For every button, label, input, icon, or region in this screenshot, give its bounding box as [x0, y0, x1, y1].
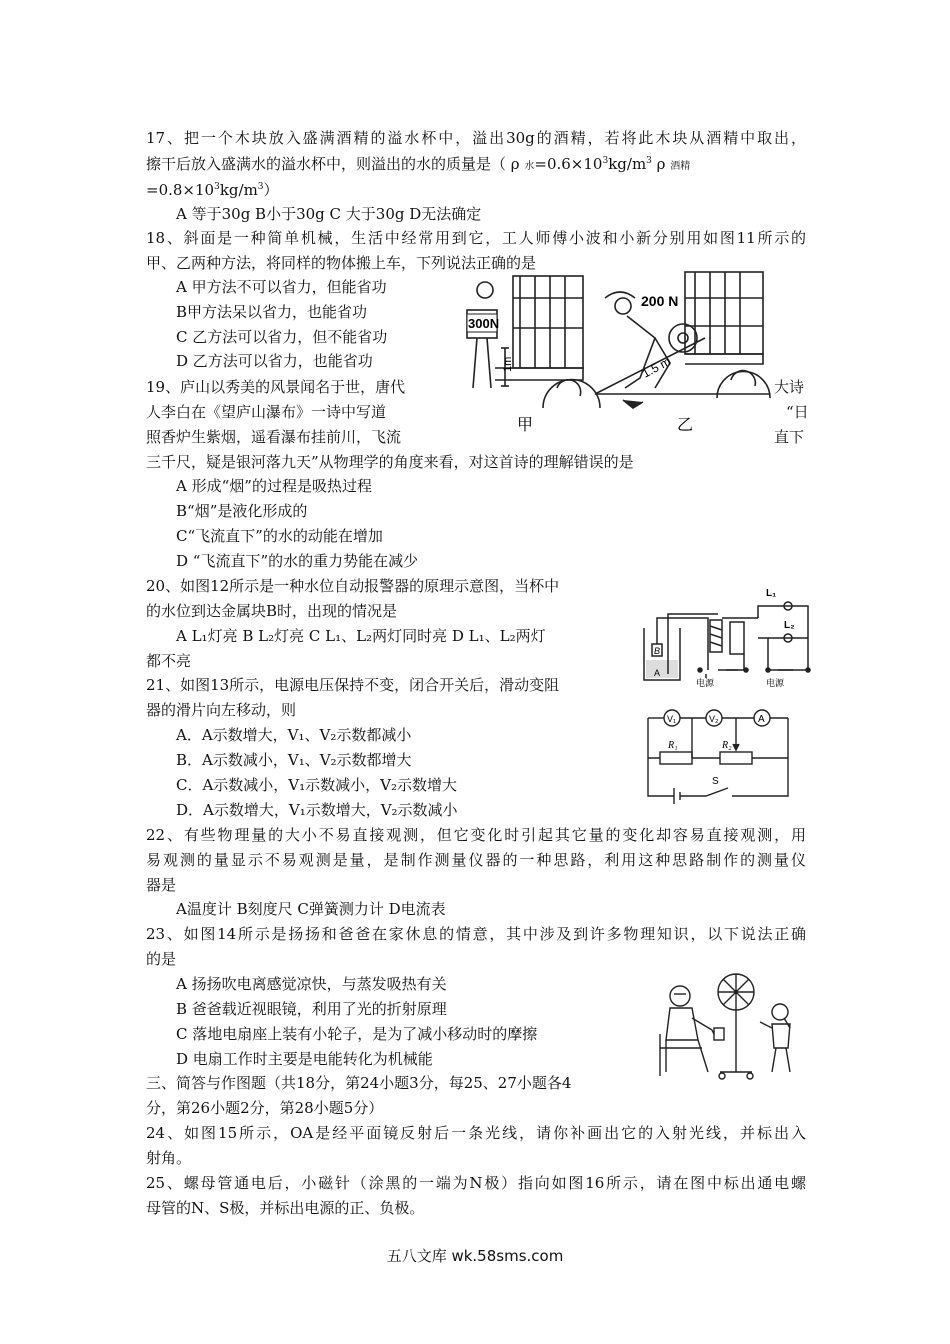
- fig11-load-label: 300N: [468, 316, 500, 331]
- q25-line1: 25、螺母管通电后，小磁针（涂黑的一端为N极）指向如图16所示，请在图中标出通电螺: [146, 1174, 806, 1192]
- fig12-a-label: A: [654, 668, 661, 678]
- q23-option-c: C 落地电扇座上装有小轮子，是为了减小移动时的摩擦: [176, 1025, 538, 1043]
- q22-line1: 22、有些物理量的大小不易直接观测，但它变化时引起其它量的变化却容易直接观测，用: [146, 826, 806, 844]
- q18-option-d: D 乙方法可以省力，也能省功: [176, 352, 373, 370]
- q18-option-b: B甲方法呆以省力，也能省功: [176, 303, 368, 321]
- q17-line2: 擦干后放入盛满水的溢水杯中，则溢出的水的质量是（ ρ 水$=0.6\times 10^3kg/m^3$ ρ 酒精: [146, 155, 691, 173]
- q19-line2a: 人李白在《望庐山瀑布》一诗中写道: [146, 403, 387, 421]
- q21-line1: 21、如图13所示，电源电压保持不变，闭合开关后，滑动变阻: [146, 676, 560, 694]
- q21-option-a: A．A示数增大，V₁、V₂示数都减小: [176, 726, 412, 744]
- figure-14: [652, 968, 808, 1082]
- q18-option-c: C 乙方法可以省力，但不能省功: [176, 328, 388, 346]
- fig11-force-label: 200 N: [641, 293, 679, 309]
- q23-option-a: A 扬扬吹电离感觉凉快，与蒸发吸热有关: [176, 975, 447, 993]
- q19-option-d: D “飞流直下”的水的重力势能在减少: [176, 552, 419, 570]
- figure-12: [638, 578, 816, 688]
- q24-line1: 24、如图15所示，OA是经平面镜反射后一条光线，请你补画出它的入射光线，并标出入: [146, 1124, 806, 1142]
- q18-line1: 18、斜面是一种简单机械，生活中经常用到它，工人师傅小波和小新分别用如图11所示的: [146, 229, 806, 247]
- q19-option-a: A 形成“烟”的过程是吸热过程: [176, 477, 372, 495]
- fig13-s-label: S: [712, 776, 719, 787]
- q17-line1: 17、把一个木块放入盛满酒精的溢水杯中，溢出30g的酒精，若将此木块从酒精中取出，: [146, 129, 806, 147]
- figure-11: [455, 268, 775, 438]
- section3-line2: 分，第26小题2分，第28小题5分）: [146, 1099, 384, 1117]
- q18-line2: 甲、乙两种方法，将同样的物体搬上车，下列说法正确的是: [146, 254, 537, 272]
- q20-line4: 都不亮: [146, 652, 192, 670]
- q19-option-c: C“飞流直下”的水的动能在增加: [176, 527, 383, 545]
- fig12-l2-label: L₂: [784, 620, 795, 631]
- q17-line3: $=0.8\times 10^3kg/m^3$）: [146, 181, 279, 199]
- fig12-power2-label: 电源: [766, 678, 785, 688]
- fig13-r1-label: R₁: [668, 740, 678, 751]
- fig13-v1-label: V₁: [667, 714, 677, 724]
- figure-13: [640, 706, 800, 806]
- section3-line1: 三、简答与作图题（共18分，第24小题3分，每25、27小题各4: [146, 1074, 572, 1092]
- q20-options: A L₁灯亮 B L₂灯亮 C L₁、L₂两灯同时亮 D L₁、L₂两灯: [176, 627, 546, 645]
- q17-options: A 等于30g B小于30g C 大于30g D无法确定: [176, 205, 482, 223]
- q18-option-a: A 甲方法不可以省力，但能省功: [176, 278, 387, 296]
- q24-line2: 射角。: [146, 1149, 192, 1167]
- q19-line2b: “日: [786, 403, 809, 421]
- q23-option-b: B 爸爸载近视眼镜，利用了光的折射原理: [176, 1000, 447, 1018]
- q20-line1: 20、如图12所示是一种水位自动报警器的原理示意图，当杯中: [146, 577, 560, 595]
- fig12-power1-label: 电源: [696, 678, 715, 688]
- q21-line2: 器的滑片向左移动，则: [146, 701, 297, 719]
- fig13-v2-label: V₂: [709, 714, 719, 724]
- q23-line2: 的是: [146, 950, 177, 968]
- page-footer: 五八文库 wk.58sms.com: [386, 1247, 564, 1265]
- fig11-height-label: 1m: [502, 356, 514, 372]
- fig12-l1-label: L₁: [766, 588, 777, 599]
- q21-option-b: B．A示数减小，V₁、V₂示数都增大: [176, 751, 412, 769]
- q19-line1a: 19、庐山以秀美的风景闻名于世，唐代: [146, 378, 406, 396]
- q21-option-d: D．A示数增大，V₁示数增大，V₂示数减小: [176, 801, 458, 819]
- q19-option-b: B“烟”是液化形成的: [176, 502, 308, 520]
- q19-line4: 三千尺，疑是银河落九天”从物理学的角度来看，对这首诗的理解错误的是: [146, 453, 634, 471]
- q23-option-d: D 电扇工作时主要是电能转化为机械能: [176, 1050, 433, 1068]
- fig11-caption-jia: 甲: [517, 415, 534, 434]
- fig11-length-label: 1.5 m: [639, 354, 673, 381]
- q22-line3: 器是: [146, 876, 177, 894]
- fig13-r2-label: R₂: [722, 740, 732, 751]
- q19-line1b: 大诗: [774, 378, 805, 396]
- fig13-a-label: A: [758, 714, 765, 725]
- q22-line2: 易观测的量显示不易观测是量，是制作测量仪器的一种思路，利用这种思路制作的测量仪: [146, 851, 806, 869]
- q22-options: A温度计 B刻度尺 C弹簧测力计 D电流表: [176, 900, 446, 918]
- q19-line3b: 直下: [774, 428, 805, 446]
- q19-line3a: 照香炉生紫烟，遥看瀑布挂前川，飞流: [146, 428, 402, 446]
- q21-option-c: C．A示数减小，V₁示数减小，V₂示数增大: [176, 776, 458, 794]
- fig12-b-label: B: [654, 646, 661, 656]
- fig11-caption-yi: 乙: [677, 415, 694, 434]
- q25-line2: 母管的N、S极，并标出电源的正、负极。: [146, 1199, 425, 1217]
- q23-line1: 23、如图14所示是扬扬和爸爸在家休息的情意，其中涉及到许多物理知识，以下说法正确: [146, 925, 806, 943]
- q20-line2: 的水位到达金属块B时，出现的情况是: [146, 602, 398, 620]
